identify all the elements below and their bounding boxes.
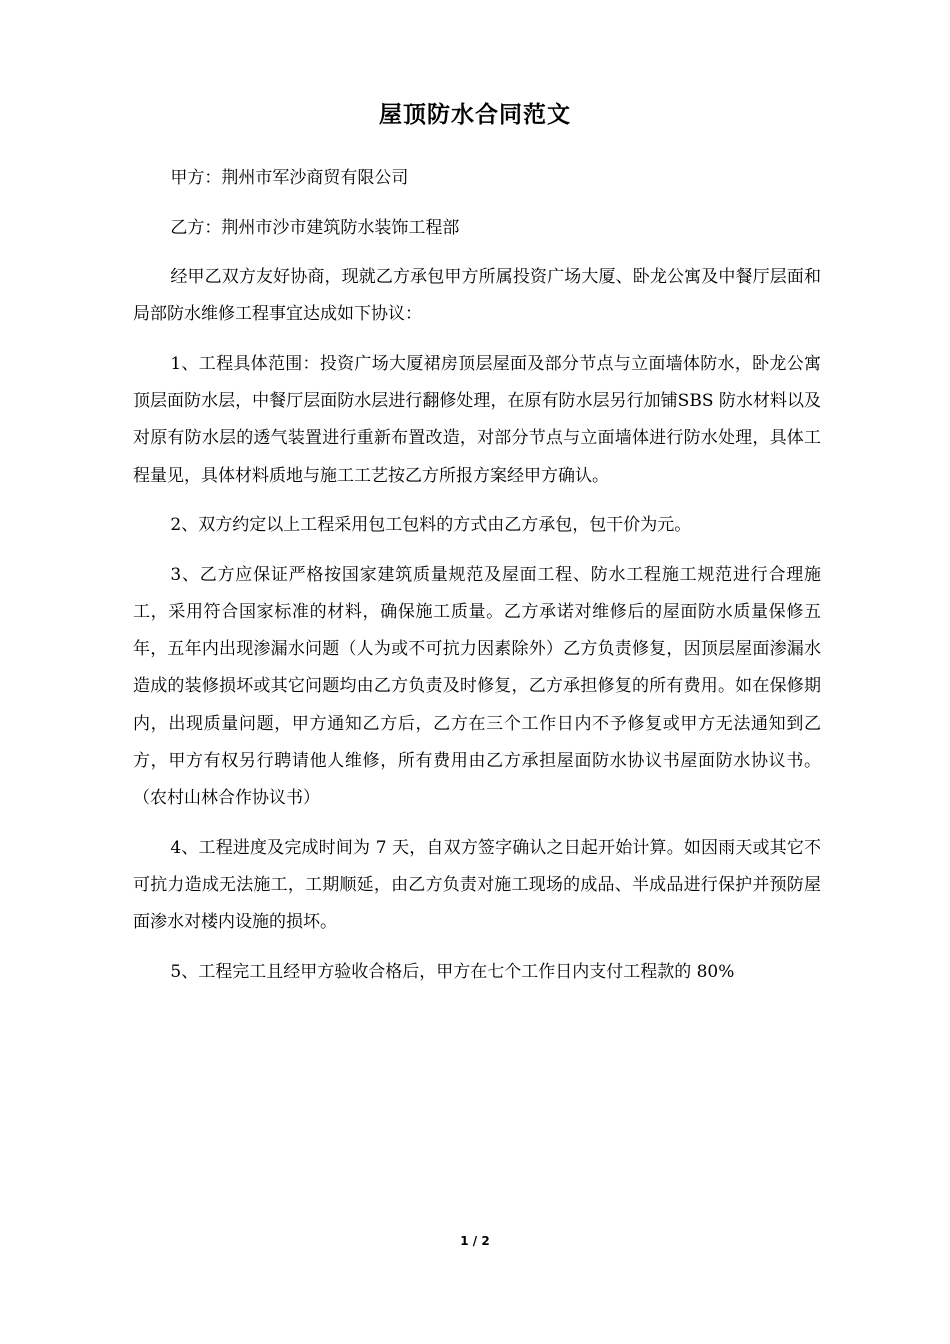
document-body	[133, 160, 821, 1003]
clause-1-paragraph: 1、工程具体范围：投资广场大厦裙房顶层屋面及部分节点与立面墙体防水，卧龙公寓顶层面防水层，中餐厅层面防水层进行翻修处理，在原有防水层另行加铺SBS 防水材料以及对原有防水层的透气装置进行重新布置改造，对部分节点与立面墙体进行防水处理，具体工程量见，具体材料质地与施工工艺按乙方所报方案经甲方确认。	[133, 353, 821, 486]
page-number: 1 / 2	[460, 1234, 490, 1248]
document-title: 屋顶防水合同范文	[379, 102, 571, 128]
clause-2-paragraph: 2、双方约定以上工程采用包工包料的方式由乙方承包，包干价为元。	[170, 515, 692, 536]
party-a-line: 甲方：荆州市军沙商贸有限公司	[170, 168, 409, 188]
clause-3-paragraph: 3、乙方应保证严格按国家建筑质量规范及屋面工程、防水工程施工规范进行合理施工，采用符合国家标准的材料，确保施工质量。乙方承诺对维修后的屋面防水质量保修五年，五年内出现渗漏水问题（人为或不可抗力因素除外）乙方负责修复，因顶层屋面渗漏水造成的装修损坏或其它问题均由乙方负责及时修复，乙方承担修复的所有费用。如在保修期内，出现质量问题，甲方通知乙方后，乙方在三个工作日内不予修复或甲方无法通知到乙方，甲方有权另行聘请他人维修，所有费用由乙方承担屋面防水协议书屋面防水协议书。（农村山林合作协议书）	[133, 564, 821, 808]
preamble-paragraph: 经甲乙双方友好协商，现就乙方承包甲方所属投资广场大厦、卧龙公寓及中餐厅层面和局部防水维修工程事宜达成如下协议：	[133, 267, 821, 325]
clause-4-paragraph: 4、工程进度及完成时间为 7 天，自双方签字确认之日起开始计算。如因雨天或其它不可抗力造成无法施工，工期顺延，由乙方负责对施工现场的成品、半成品进行保护并预防屋面渗水对楼内设施的损坏。	[133, 837, 821, 932]
party-b-line: 乙方：荆州市沙市建筑防水装饰工程部	[170, 217, 460, 238]
clause-5-paragraph: 5、工程完工且经甲方验收合格后，甲方在七个工作日内支付工程款的 80%	[170, 961, 735, 982]
